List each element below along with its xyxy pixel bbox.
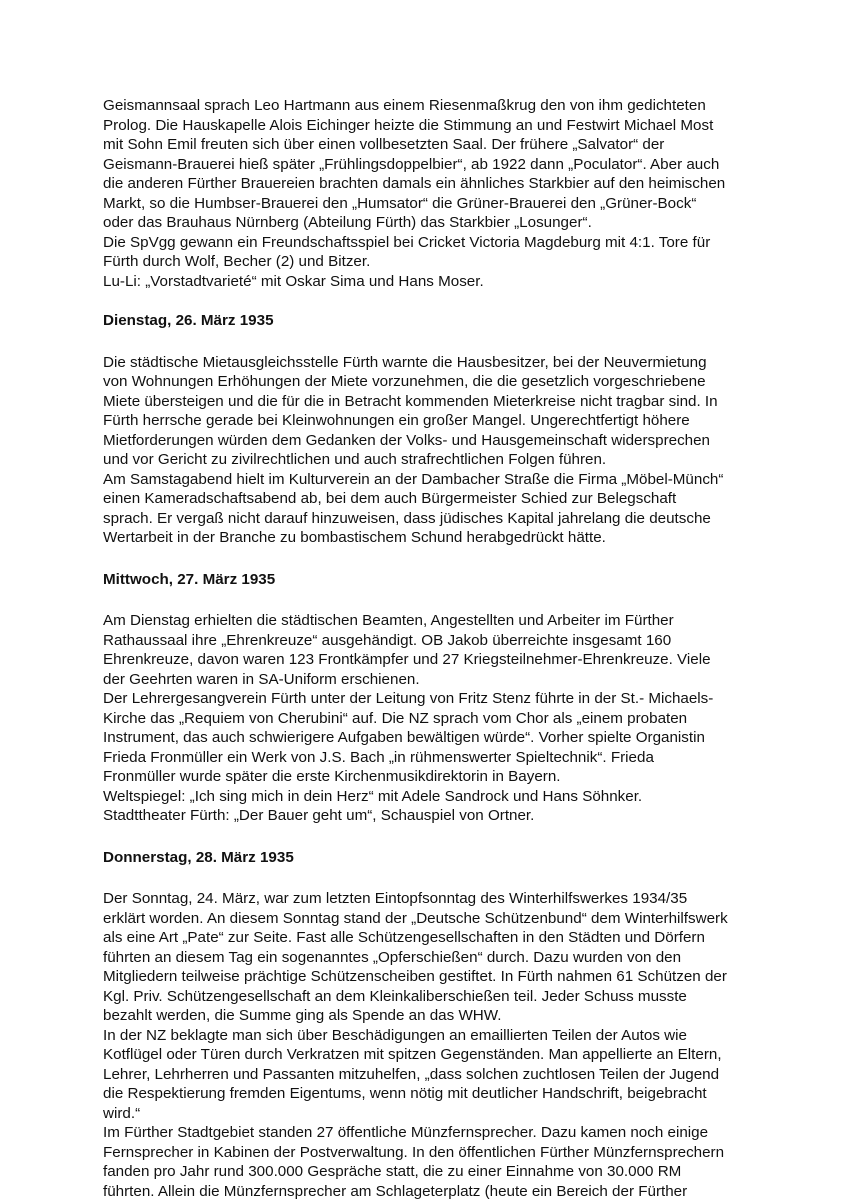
text-line: Fürth durch Wolf, Becher (2) und Bitzer. [103, 252, 743, 272]
text-line: sprach. Er vergaß nicht darauf hinzuweisen, dass jüdisches Kapital jahrelang die deutsche [103, 509, 743, 529]
text-line: wird.“ [103, 1104, 743, 1124]
text-line: Lehrer, Lehrherren und Passanten mitzuhelfen, „dass solchen zuchtlosen Teilen der Jugend [103, 1065, 743, 1085]
date-heading: Dienstag, 26. März 1935 [103, 311, 743, 331]
text-line: Lu-Li: „Vorstadtvarieté“ mit Oskar Sima und Hans Moser. [103, 272, 743, 292]
text-line: führten an diesem Tag ein sogenanntes „Opferschießen“ durch. Dazu wurden von den [103, 948, 743, 968]
article-paragraph [103, 272, 743, 292]
text-line: Rathaussaal ihre „Ehrenkreuze“ ausgehändigt. OB Jakob überreichte insgesamt 160 [103, 631, 743, 651]
text-line: Fronmüller wurde später die erste Kirchenmusikdirektorin in Bayern. [103, 767, 743, 787]
text-line: Wertarbeit in der Branche zu bombastischem Schund herabgedrückt hätte. [103, 528, 743, 548]
text-line: Mitgliedern teilweise prächtige Schützenscheiben gestiftet. In Fürth nahmen 61 Schützen der [103, 967, 743, 987]
text-line: Kotflügel oder Türen durch Verkratzen mit spitzen Gegenständen. Man appellierte an Eltern, [103, 1045, 743, 1065]
article-paragraph [103, 1026, 743, 1124]
article-paragraph [103, 353, 743, 470]
text-line: Mietforderungen würden dem Gedanken der Volks- und Hausgemeinschaft widersprechen [103, 431, 743, 451]
text-line: Die SpVgg gewann ein Freundschaftsspiel bei Cricket Victoria Magdeburg mit 4:1. Tore für [103, 233, 743, 253]
text-line: führten. Allein die Münzfernsprecher am Schlageterplatz (heute ein Bereich der Fürther [103, 1182, 743, 1201]
document-page [103, 96, 743, 1201]
text-line: als eine Art „Pate“ zur Seite. Fast alle Schützengesellschaften in den Städten und Dörfern [103, 928, 743, 948]
date-heading: Mittwoch, 27. März 1935 [103, 570, 743, 590]
article-paragraph [103, 96, 743, 233]
article-paragraph [103, 611, 743, 689]
text-line: Der Lehrergesangverein Fürth unter der Leitung von Fritz Stenz führte in der St.- Michaels- [103, 689, 743, 709]
text-line: Geismannsaal sprach Leo Hartmann aus einem Riesenmaßkrug den von ihm gedichteten [103, 96, 743, 116]
article-paragraph [103, 689, 743, 787]
text-line: Frieda Fronmüller ein Werk von J.S. Bach „in rühmenswerter Spieltechnik“. Frieda [103, 748, 743, 768]
text-line: Prolog. Die Hauskapelle Alois Eichinger heizte die Stimmung an und Festwirt Michael Most [103, 116, 743, 136]
text-line: Kirche das „Requiem von Cherubini“ auf. Die NZ sprach vom Chor als „einem probaten [103, 709, 743, 729]
article-paragraph [103, 787, 743, 807]
text-line: Weltspiegel: „Ich sing mich in dein Herz“ mit Adele Sandrock und Hans Söhnker. [103, 787, 743, 807]
text-line: Stadttheater Fürth: „Der Bauer geht um“, Schauspiel von Ortner. [103, 806, 743, 826]
article-paragraph [103, 1123, 743, 1201]
text-line: Ehrenkreuze, davon waren 123 Frontkämpfer und 27 Kriegsteilnehmer-Ehrenkreuze. Viele [103, 650, 743, 670]
text-line: In der NZ beklagte man sich über Beschädigungen an emaillierten Teilen der Autos wie [103, 1026, 743, 1046]
article-paragraph [103, 470, 743, 548]
text-line: Am Samstagabend hielt im Kulturverein an der Dambacher Straße die Firma „Möbel-Münch“ [103, 470, 743, 490]
text-line: Miete übersteigen und die für die in Betracht kommenden Mieterkreise nicht tragbar sind. In [103, 392, 743, 412]
article-paragraph [103, 889, 743, 1026]
text-line: Am Dienstag erhielten die städtischen Beamten, Angestellten und Arbeiter im Fürther [103, 611, 743, 631]
text-line: fanden pro Jahr rund 300.000 Gespräche statt, die zu einer Einnahme von 30.000 RM [103, 1162, 743, 1182]
article-paragraph [103, 806, 743, 826]
text-line: die Respektierung fremden Eigentums, wenn nötig mit deutlicher Handschrift, beigebracht [103, 1084, 743, 1104]
text-line: erklärt worden. An diesem Sonntag stand der „Deutsche Schützenbund“ dem Winterhilfswerk [103, 909, 743, 929]
text-line: oder das Brauhaus Nürnberg (Abteilung Fürth) das Starkbier „Losunger“. [103, 213, 743, 233]
article-paragraph [103, 233, 743, 272]
text-line: Markt, so die Humbser-Brauerei den „Humsator“ die Grüner-Brauerei den „Grüner-Bock“ [103, 194, 743, 214]
date-heading: Donnerstag, 28. März 1935 [103, 848, 743, 868]
text-line: Geismann-Brauerei hieß später „Frühlingsdoppelbier“, ab 1922 dann „Poculator“. Aber auch [103, 155, 743, 175]
text-line: und vor Gericht zu zivilrechtlichen und auch strafrechtlichen Folgen führen. [103, 450, 743, 470]
text-line: die anderen Fürther Brauereien brachten damals ein ähnliches Starkbier auf den heimischen [103, 174, 743, 194]
text-line: Die städtische Mietausgleichsstelle Fürth warnte die Hausbesitzer, bei der Neuvermietung [103, 353, 743, 373]
text-line: der Geehrten waren in SA-Uniform erschienen. [103, 670, 743, 690]
text-line: Kgl. Priv. Schützengesellschaft an dem Kleinkaliberschießen teil. Jeder Schuss musste [103, 987, 743, 1007]
text-line: mit Sohn Emil freuten sich über einen vollbesetzten Saal. Der frühere „Salvator“ der [103, 135, 743, 155]
text-line: Im Fürther Stadtgebiet standen 27 öffentliche Münzfernsprecher. Dazu kamen noch einige [103, 1123, 743, 1143]
text-line: einen Kameradschaftsabend ab, bei dem auch Bürgermeister Schied zur Belegschaft [103, 489, 743, 509]
text-line: Instrument, das auch schwierigere Aufgaben bewältigen würde“. Vorher spielte Organistin [103, 728, 743, 748]
text-line: Fernsprecher in Kabinen der Postverwaltung. In den öffentlichen Fürther Münzfernsprechern [103, 1143, 743, 1163]
text-line: bezahlt werden, die Summe ging als Spende an das WHW. [103, 1006, 743, 1026]
text-line: von Wohnungen Erhöhungen der Miete vorzunehmen, die die gesetzlich vorgeschriebene [103, 372, 743, 392]
text-line: Der Sonntag, 24. März, war zum letzten Eintopfsonntag des Winterhilfswerkes 1934/35 [103, 889, 743, 909]
text-line: Fürth herrsche gerade bei Kleinwohnungen ein großer Mangel. Ungerechtfertigt höhere [103, 411, 743, 431]
